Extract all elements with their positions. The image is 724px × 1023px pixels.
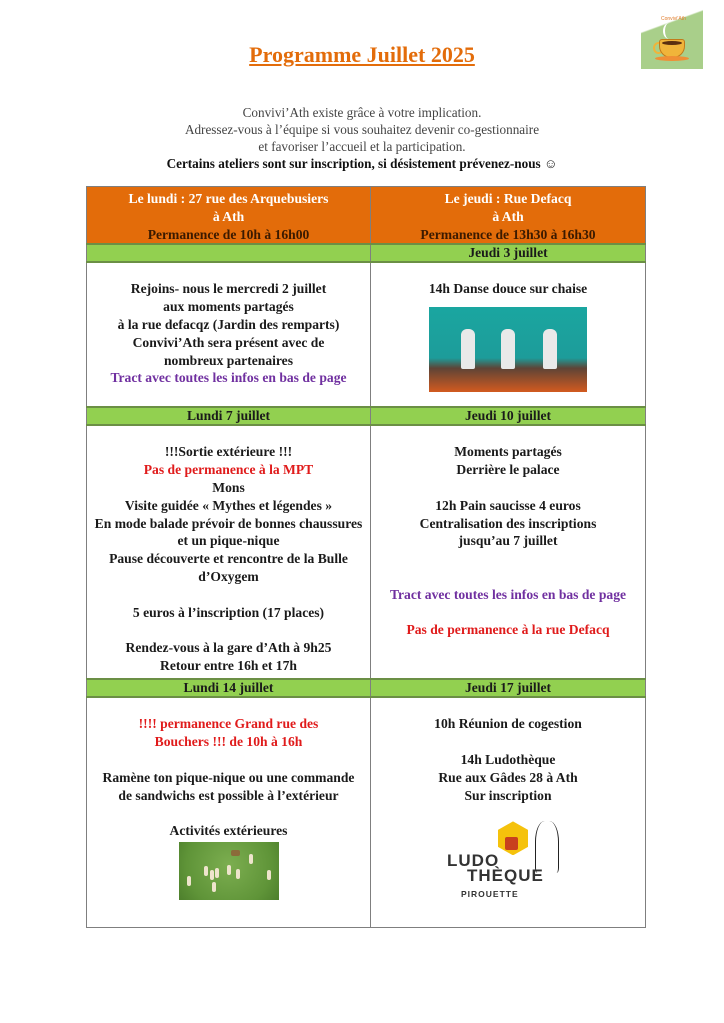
thursday-cell (371, 262, 646, 407)
thursday-cell (371, 425, 646, 679)
kubb-pin (204, 866, 208, 876)
chair-dance-photo (429, 307, 587, 392)
header-row (87, 187, 646, 245)
monday-address: Le lundi : 27 rue des Arquebusiers (128, 191, 329, 206)
ludotheque-logo (443, 819, 573, 901)
date-bar-thursday: Jeudi 3 juillet (371, 244, 646, 262)
cell-line: Visite guidée « Mythes et légendes » (124, 497, 333, 513)
flyer-note: Tract avec toutes les infos en bas de page (389, 586, 627, 602)
date-bar-monday (87, 244, 371, 262)
cell-line: à la rue defacqz (Jardin des remparts) (117, 316, 340, 332)
date-row (87, 244, 646, 262)
cell-line: En mode balade prévoir de bonnes chaussures et un pique-nique (94, 515, 363, 549)
logo-text-pirouette: PIROUETTE (461, 889, 519, 900)
monday-cell (87, 262, 371, 407)
cell-line: Convivi’Ath sera présent avec de (132, 334, 325, 350)
monday-cell (87, 425, 371, 679)
meeting-line: 10h Réunion de cogestion (434, 716, 582, 732)
dancer-figure (543, 329, 557, 369)
kubb-pin (249, 854, 253, 864)
intro-line: Convivi’Ath existe grâce à votre implication. (242, 105, 482, 120)
cell-line: Rejoins- nous le mercredi 2 juillet (130, 281, 327, 297)
monday-hours: Permanence de 10h à 16h00 (147, 226, 310, 242)
content-row (87, 425, 646, 679)
no-permanence-note: Pas de permanence à la rue Defacq (406, 622, 610, 638)
dancer-figure (461, 329, 475, 369)
kubb-pin (187, 876, 191, 886)
kubb-pin (215, 868, 219, 878)
kubb-pin (210, 870, 214, 880)
date-bar-thursday: Jeudi 17 juillet (371, 679, 646, 697)
kubb-pin (267, 870, 271, 880)
flyer-note: Tract avec toutes les infos en bas de page (110, 370, 347, 386)
cell-line: Derrière le palace (456, 462, 560, 478)
cell-line: Mons (212, 479, 245, 495)
program-table (86, 186, 646, 928)
kubb-pin (236, 869, 240, 879)
permanence-note: !!!! permanence Grand rue des Bouchers !!! de 10h à 16h (138, 716, 319, 750)
thursday-hours: Permanence de 13h30 à 16h30 (420, 226, 596, 242)
date-row (87, 679, 646, 697)
content-row (87, 697, 646, 927)
cell-line: Ramène ton pique-nique ou une commande de sandwichs est possible à l’extérieur (102, 769, 355, 803)
page-title-text: Programme Juillet 2025 (249, 42, 475, 67)
intro-line: Adressez-vous à l’équipe si vous souhaitez devenir co-gestionnaire (184, 122, 540, 137)
steam-icon (663, 23, 675, 39)
logo-text-theque: THÈQUE (467, 866, 544, 886)
kubb-pin (212, 882, 216, 892)
cell-line: Moments partagés (454, 444, 562, 460)
meeting-point: Rendez-vous à la gare d’Ath à 9h25 (125, 640, 332, 656)
dice-icon (505, 837, 518, 850)
intro-line: et favoriser l’accueil et la participation. (258, 139, 466, 154)
price-note: 5 euros à l’inscription (17 places) (132, 604, 325, 620)
logo-text-ludo: LUDO (447, 851, 500, 871)
monday-city: à Ath (212, 208, 245, 224)
no-permanence-note: Pas de permanence à la MPT (143, 462, 314, 478)
dancer-figure (501, 329, 515, 369)
thursday-city: à Ath (492, 208, 524, 224)
intro-notice: Certains ateliers sont sur inscription, si désistement prévenez-nous ☺ (166, 156, 558, 171)
cell-line: Rue aux Gâdes 28 à Ath (438, 769, 578, 785)
cell-line: Centralisation des inscriptions (419, 515, 597, 531)
date-row (87, 407, 646, 425)
cell-line: nombreux partenaires (163, 352, 293, 368)
activity-title: 14h Danse douce sur chaise (428, 281, 588, 297)
thursday-location-header (371, 187, 646, 245)
kubb-game-photo (179, 842, 279, 900)
page-title (0, 42, 724, 68)
logo-brand-text: Convivi'Ath (661, 16, 686, 22)
cell-line: jusqu’au 7 juillet (458, 533, 558, 549)
cell-line: 12h Pain saucisse 4 euros (435, 497, 581, 513)
cell-line: Pause découverte et rencontre de la Bulle d’Oxygem (109, 551, 348, 584)
cell-line: aux moments partagés (163, 299, 294, 315)
monday-cell (87, 697, 371, 927)
return-time: Retour entre 16h et 17h (160, 657, 297, 673)
thursday-address: Le jeudi : Rue Defacq (444, 191, 572, 206)
thursday-cell (371, 697, 646, 927)
monday-location-header (87, 187, 371, 245)
content-row (87, 262, 646, 407)
date-bar-thursday: Jeudi 10 juillet (371, 407, 646, 425)
date-bar-monday: Lundi 7 juillet (87, 407, 371, 425)
kubb-king (231, 850, 240, 856)
activity-title: Activités extérieures (169, 823, 288, 839)
cell-line: !!!Sortie extérieure !!! (164, 444, 293, 460)
date-bar-monday: Lundi 14 juillet (87, 679, 371, 697)
intro-text (0, 104, 724, 172)
cell-line: 14h Ludothèque (460, 751, 556, 767)
cell-line: Sur inscription (464, 787, 552, 803)
kubb-pin (227, 865, 231, 875)
